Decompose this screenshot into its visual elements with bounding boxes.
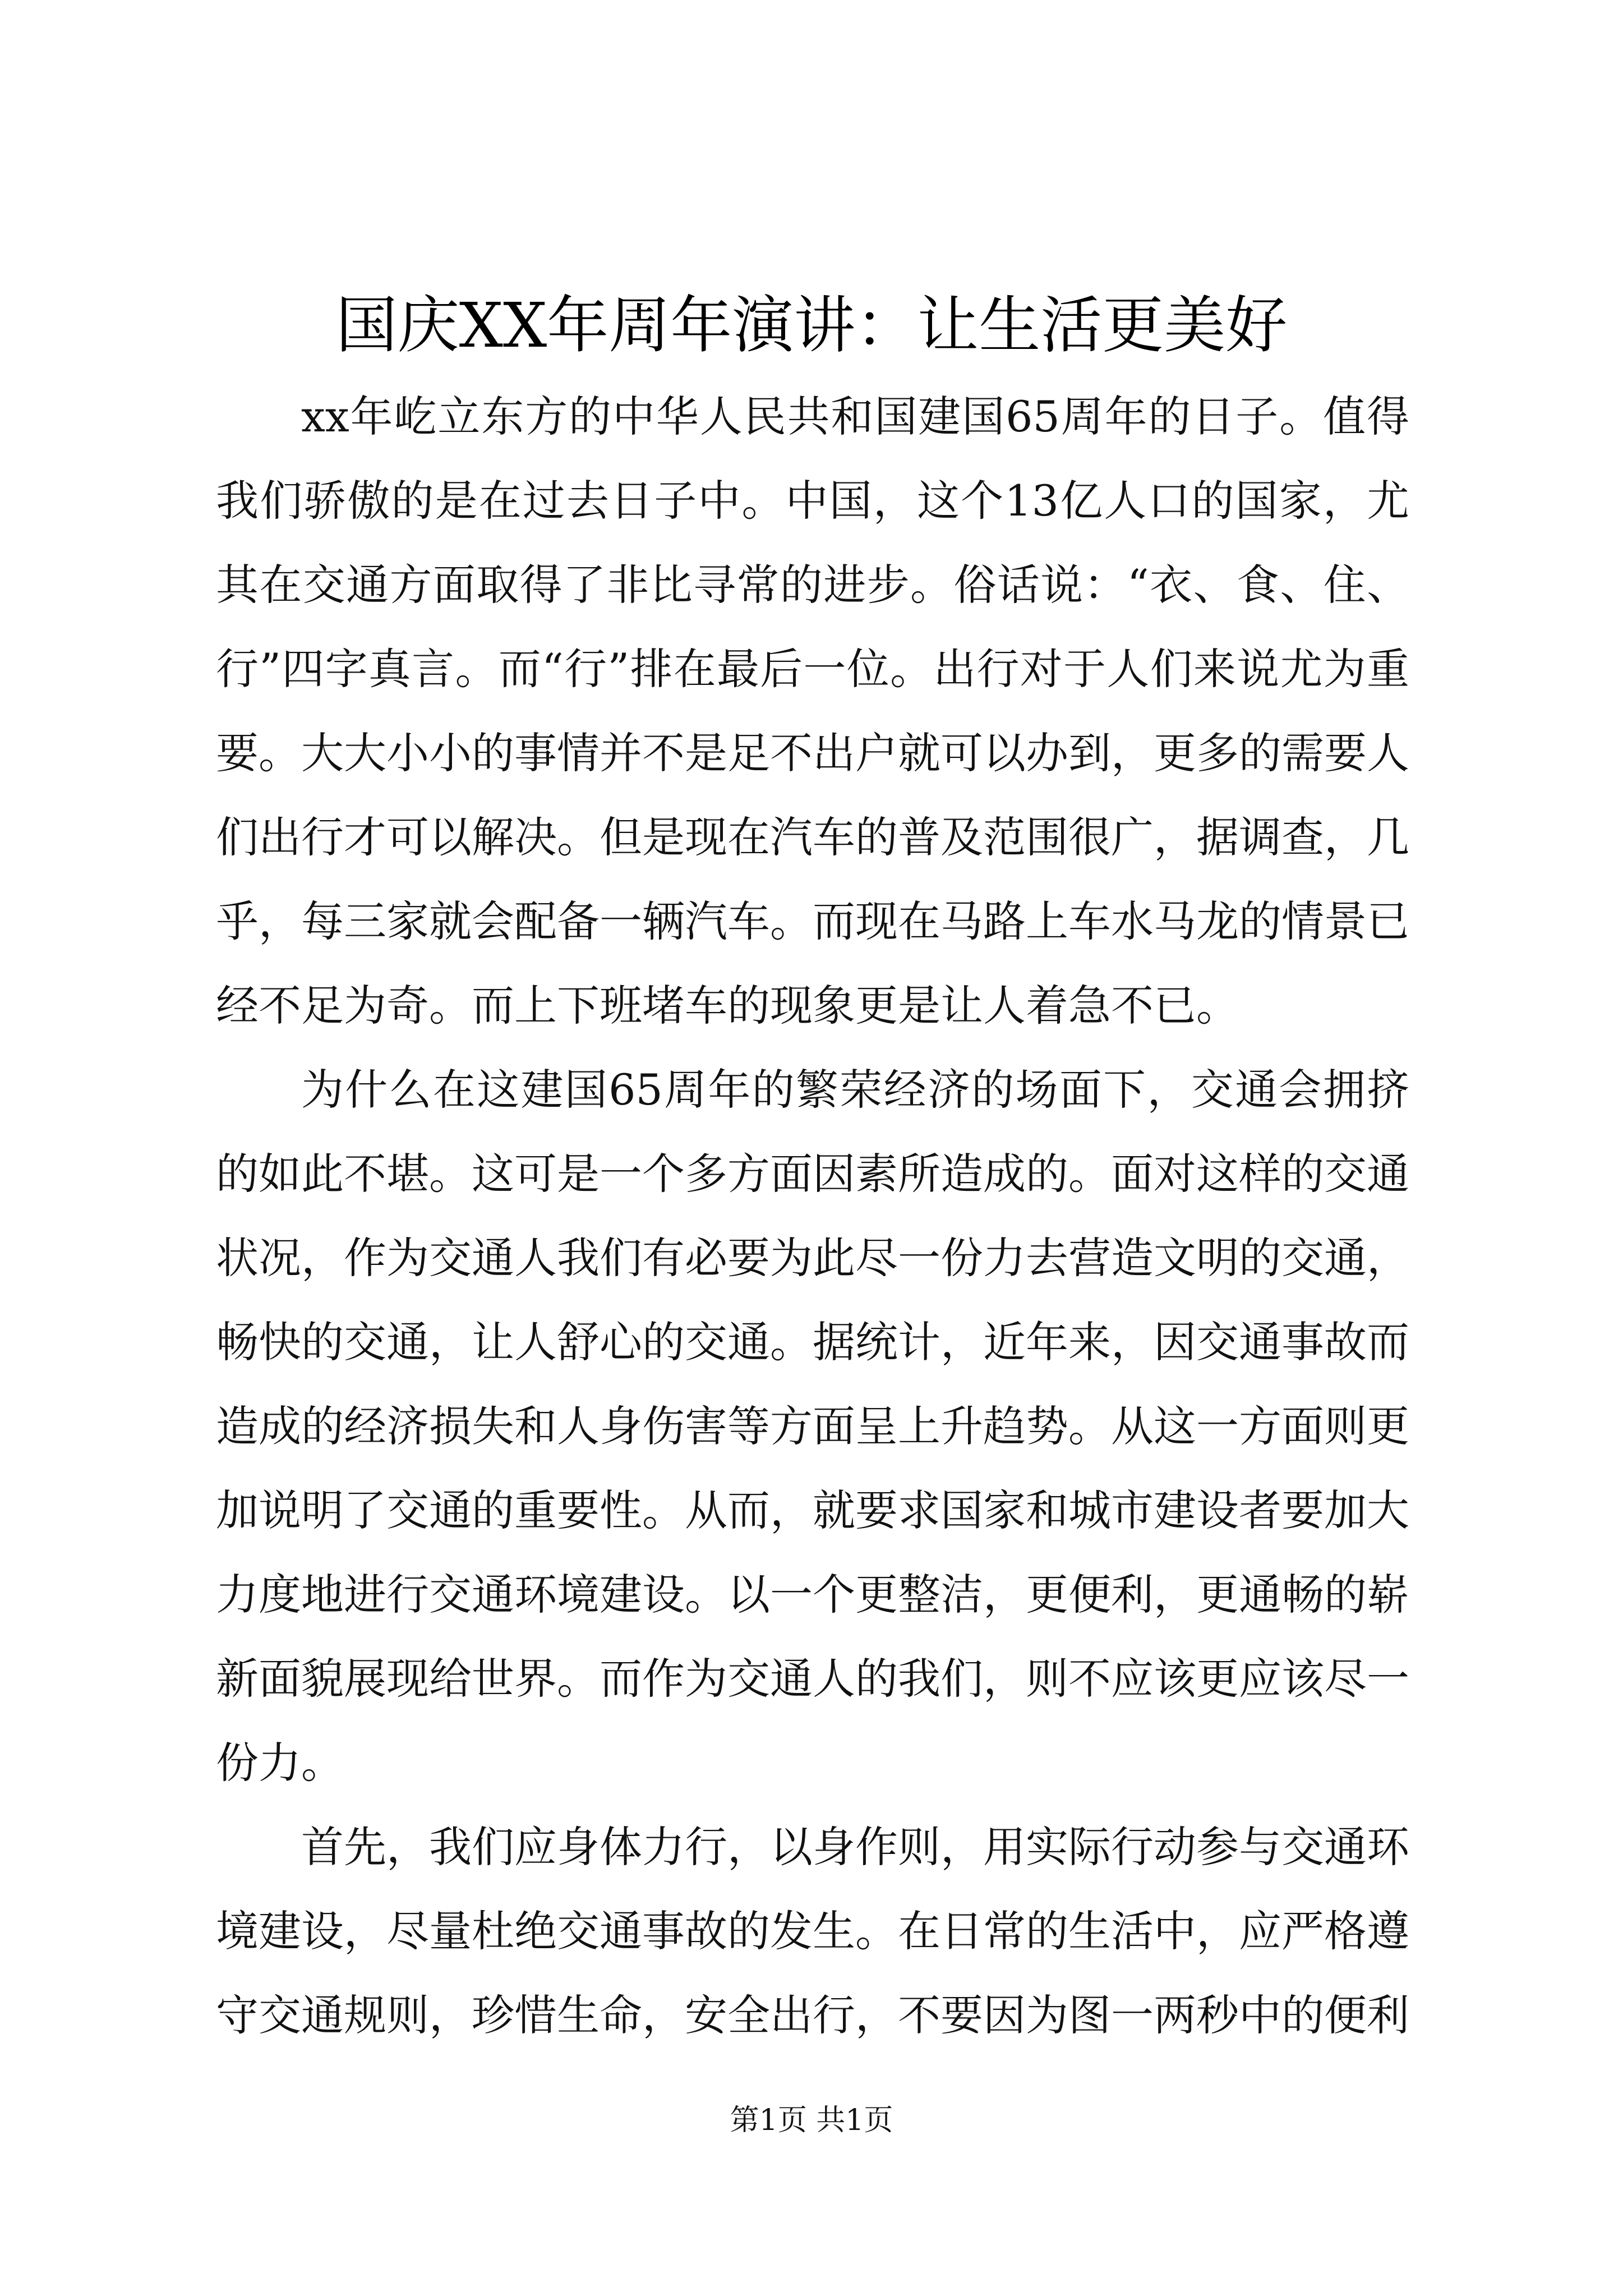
paragraph-1: xx年屹立东方的中华人民共和国建国65周年的日子。值得我们骄傲的是在过去日子中。中国，这个13亿人口的国家，尤其在交通方面取得了非比寻常的进步。俗话说：“衣、食、住、行”四字真言。而“行”排在最后一位。出行对于人们来说尤为重要。大大小小的事情并不是足不出户就可以办到，更多的需要人们出行才可以解决。但是现在汽车的普及范围很广，据调查，几乎，每三家就会配备一辆汽车。而现在马路上车水马龙的情景已经不足为奇。而上下班堵车的现象更是让人着急不已。 <box>216 392 1409 1030</box>
page-number-footer: 第1页 共1页 <box>730 2104 893 2137</box>
document-body <box>216 375 1409 2058</box>
document-title: 国庆XX年周年演讲：让生活更美好 <box>335 289 1288 361</box>
paragraph-3: 首先，我们应身体力行，以身作则，用实际行动参与交通环境建设，尽量杜绝交通事故的发生。在日常的生活中，应严格遵守交通规则，珍惜生命，安全出行，不要因为图一两秒中的便利 <box>216 1822 1409 2040</box>
paragraph-2: 为什么在这建国65周年的繁荣经济的场面下，交通会拥挤的如此不堪。这可是一个多方面因素所造成的。面对这样的交通状况，作为交通人我们有必要为此尽一份力去营造文明的交通，畅快的交通，让人舒心的交通。据统计，近年来，因交通事故而造成的经济损失和人身伤害等方面呈上升趋势。从这一方面则更加说明了交通的重要性。从而，就要求国家和城市建设者要加大力度地进行交通环境建设。以一个更整洁，更便利，更通畅的崭新面貌展现给世界。而作为交通人的我们，则不应该更应该尽一份力。 <box>216 1065 1409 1788</box>
